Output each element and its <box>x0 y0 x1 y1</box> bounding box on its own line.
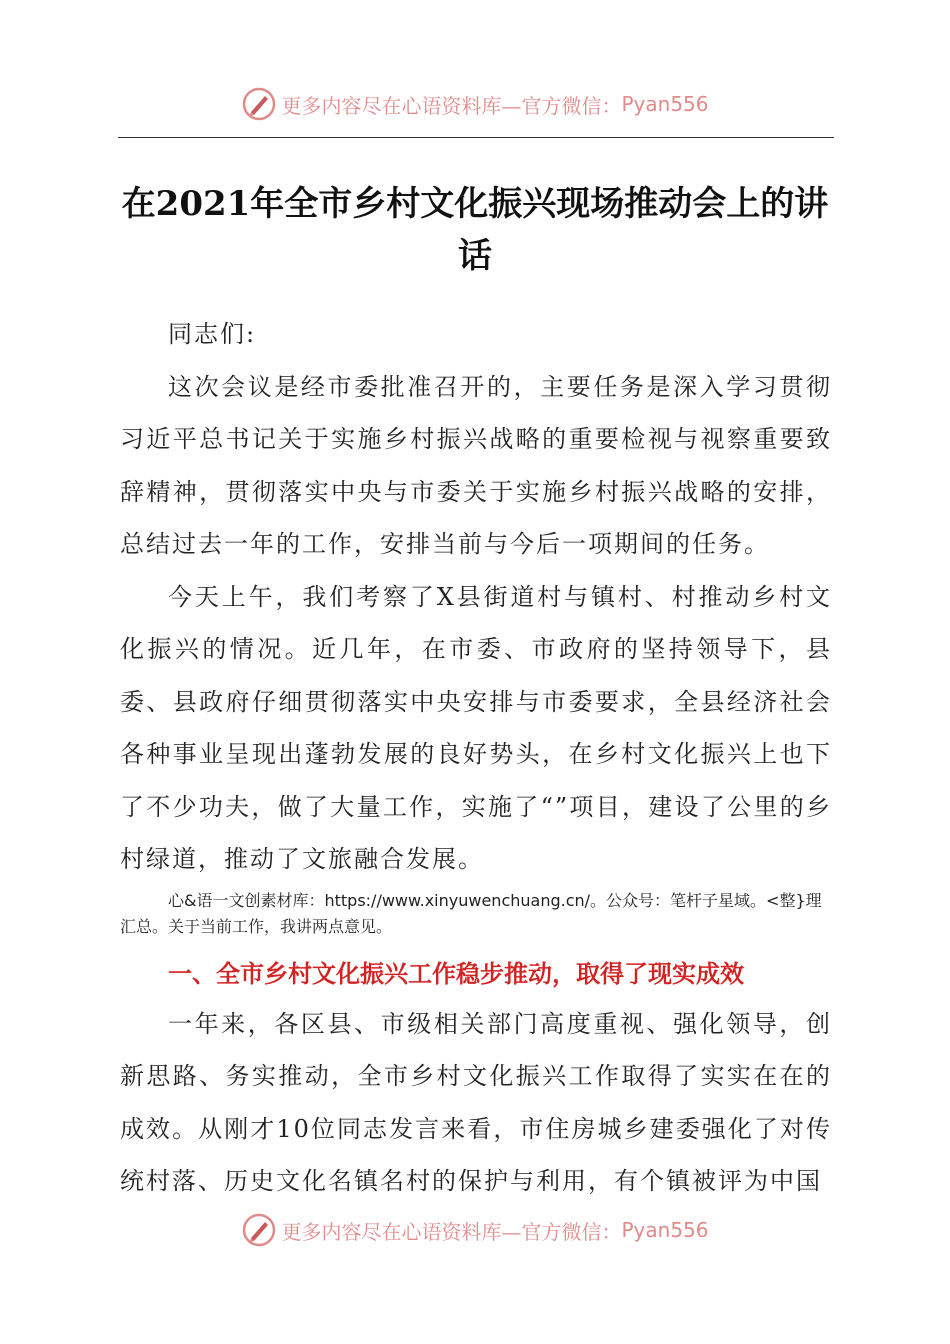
banner-wechat: Pyan556 <box>621 1218 709 1242</box>
pen-circle-icon <box>241 1212 277 1248</box>
pen-circle-icon <box>241 86 277 122</box>
paragraph: 一年来，各区县、市级相关部门高度重视、强化领导，创新思路、务实推动，全市乡村文化振兴工作取得了实实在在的成效。从刚才10位同志发言来看，市住房城乡建委强化了对传统村落、历史文化名镇名村的保护与利用，有个镇被评为中国 <box>120 1009 832 1195</box>
paragraph: 这次会议是经市委批准召开的，主要任务是深入学习贯彻习近平总书记关于实施乡村振兴战略的重要检视与视察重要致辞精神，贯彻落实中央与市委关于实施乡村振兴战略的安排，总结过去一年的工作，安排当前与今后一项期间的任务。 <box>120 372 832 558</box>
document-title: 在2021年全市乡村文化振兴现场推动会上的讲话 <box>121 184 829 276</box>
header-banner <box>0 82 950 126</box>
banner-wechat: Pyan556 <box>621 92 709 116</box>
banner-text: 更多内容尽在心语资料库—官方微信： <box>281 1219 622 1244</box>
footer-banner <box>0 1208 950 1252</box>
section-heading: 一、全市乡村文化振兴工作稳步推动，取得了现实成效 <box>168 959 744 988</box>
header-divider <box>118 137 834 138</box>
banner-text: 更多内容尽在心语资料库—官方微信： <box>281 93 622 118</box>
source-note: 心&语一文创素材库：https://www.xinyuwenchuang.cn/。公众号：笔杆子星域。<整}理汇总。关于当前工作，我讲两点意见。 <box>120 890 822 936</box>
salutation: 同志们: <box>168 320 257 348</box>
document-body <box>120 308 832 1208</box>
paragraph: 今天上午，我们考察了X县街道村与镇村、村推动乡村文化振兴的情况。近几年，在市委、市政府的坚持领导下，县委、县政府仔细贯彻落实中央安排与市委要求，全县经济社会各种事业呈现出蓬勃发展的良好势头，在乡村文化振兴上也下了不少功夫，做了大量工作，实施了“”项目，建设了公里的乡村绿道，推动了文旅融合发展。 <box>120 582 832 873</box>
